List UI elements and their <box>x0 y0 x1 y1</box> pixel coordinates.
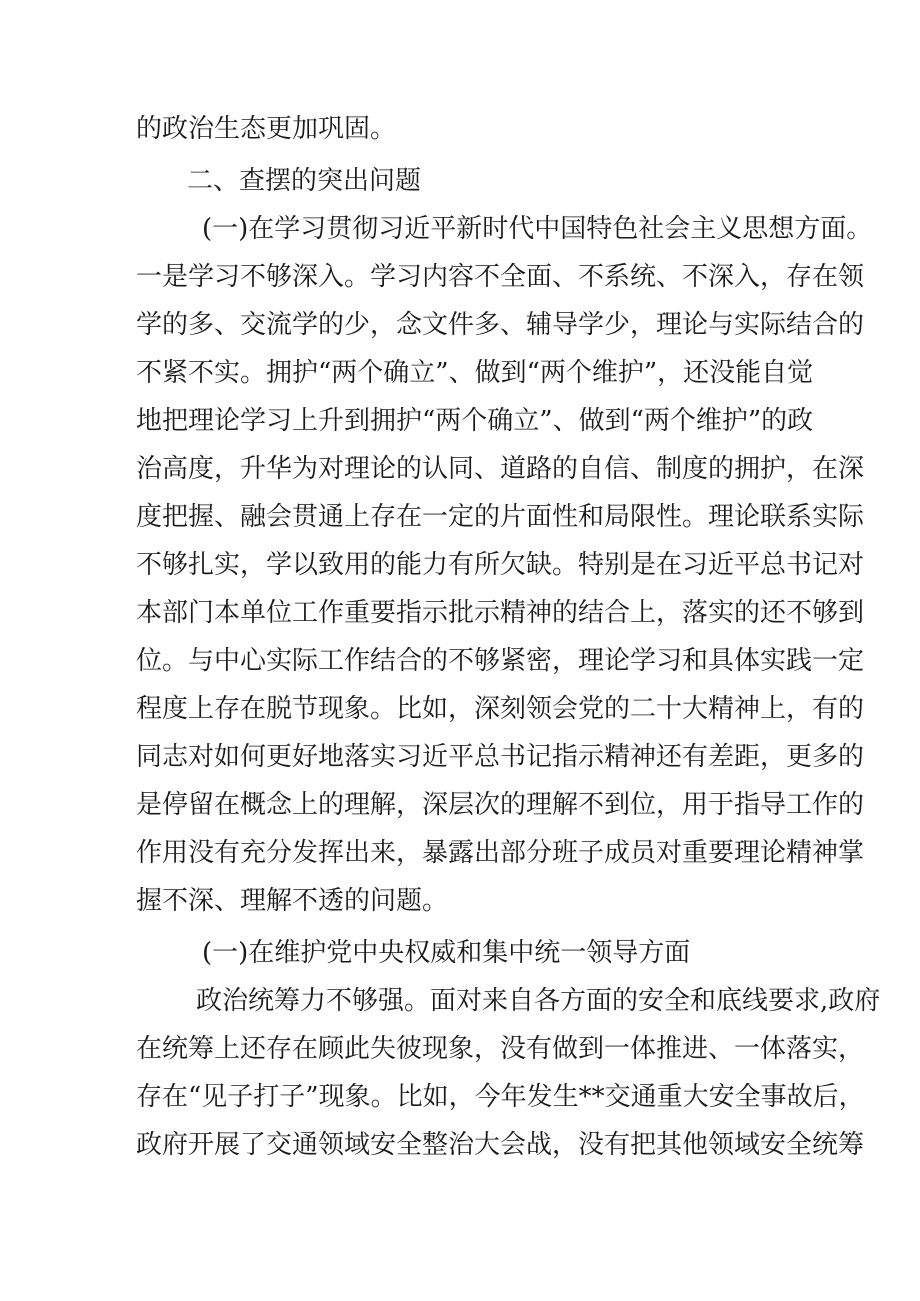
text-line: 学的多、交流学的少，念文件多、辅导学少，理论与实际结合的 <box>136 310 865 340</box>
text-line: 位。与中心实际工作结合的不够紧密，理论学习和具体实践一定 <box>136 646 865 676</box>
subsection-heading: (一)在维护党中央权威和集中统一领导方面 <box>202 938 691 968</box>
text-line: 治高度，升华为对理论的认同、道路的自信、制度的拥护，在深 <box>136 454 865 484</box>
text-line: 同志对如何更好地落实习近平总书记指示精神还有差距，更多的 <box>136 742 865 772</box>
subsection-heading: (一)在学习贯彻习近平新时代中国特色社会主义思想方面。 <box>202 214 873 244</box>
text-line: 在统筹上还存在顾此失彼现象，没有做到一体推进、一体落实， <box>136 1034 865 1064</box>
text-line: 握不深、理解不透的问题。 <box>136 886 449 916</box>
text-line: 政治统筹力不够强。面对来自各方面的安全和底线要求,政府 <box>196 986 881 1016</box>
text-line: 程度上存在脱节现象。比如，深刻领会党的二十大精神上，有的 <box>136 694 865 724</box>
text-line: 政府开展了交通领域安全整治大会战，没有把其他领域安全统筹 <box>136 1130 865 1160</box>
text-line: 一是学习不够深入。学习内容不全面、不系统、不深入，存在领 <box>136 262 865 292</box>
section-heading: 二、查摆的突出问题 <box>187 166 422 196</box>
text-line: 是停留在概念上的理解，深层次的理解不到位，用于指导工作的 <box>136 790 865 820</box>
text-line: 不够扎实，学以致用的能力有所欠缺。特别是在习近平总书记对 <box>136 550 865 580</box>
text-line: 的政治生态更加巩固。 <box>136 114 397 144</box>
text-line: 度把握、融会贯通上存在一定的片面性和局限性。理论联系实际 <box>136 502 865 532</box>
text-line: 不紧不实。拥护“两个确立”、做到“两个维护”，还没能自觉 <box>136 358 814 388</box>
text-line: 本部门本单位工作重要指示批示精神的结合上，落实的还不够到 <box>136 598 865 628</box>
text-line: 存在“见子打子”现象。比如，今年发生**交通重大安全事故后， <box>136 1082 865 1112</box>
text-line: 作用没有充分发挥出来，暴露出部分班子成员对重要理论精神掌 <box>136 838 865 868</box>
text-line: 地把理论学习上升到拥护“两个确立”、做到“两个维护”的政 <box>136 406 814 436</box>
